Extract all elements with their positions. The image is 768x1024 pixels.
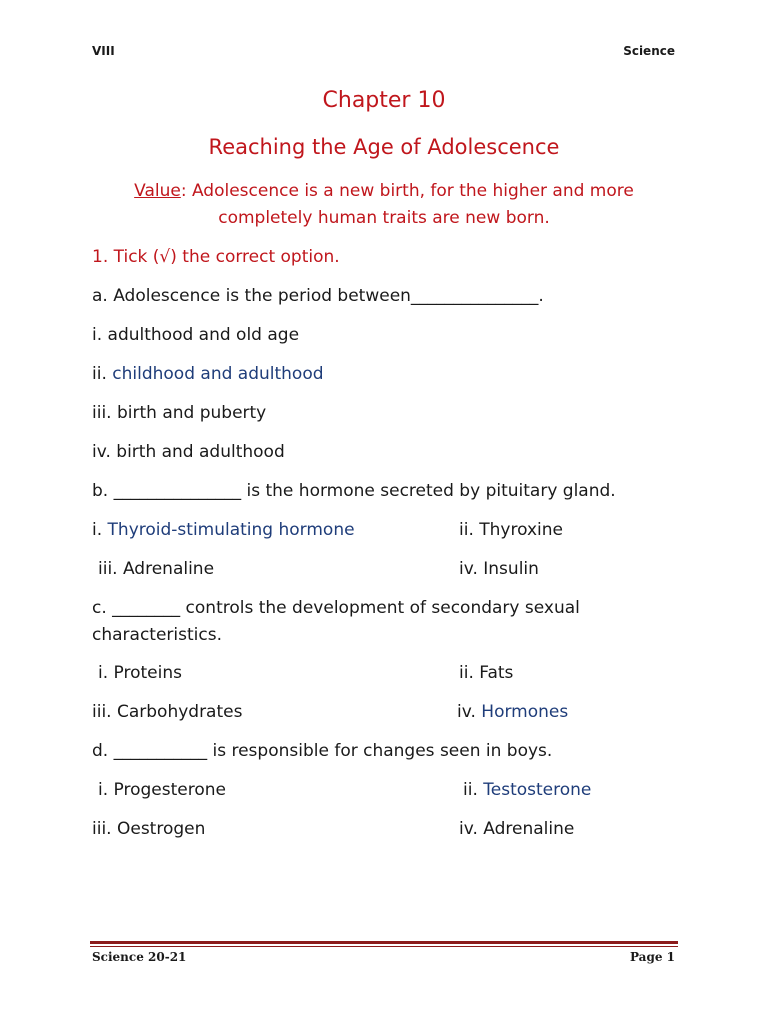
question-b-option-1: [92, 520, 355, 540]
question-b-option-4: iv. Insulin: [459, 559, 539, 579]
question-d-stem: d. ___________ is responsible for changes seen in boys.: [92, 741, 553, 761]
question-a-option-4: iv. birth and adulthood: [92, 442, 285, 462]
footer-session: Science 20-21: [92, 950, 187, 964]
question-d-option-4: iv. Adrenaline: [459, 819, 575, 839]
question-c-option-1: i. Proteins: [98, 663, 182, 683]
question-d-option-1: i. Progesterone: [98, 780, 226, 800]
question-c-stem-line1: c. ________ controls the development of secondary sexual: [92, 598, 580, 618]
value-label: Value: [134, 181, 181, 201]
question-c-option-4: [457, 702, 568, 722]
question-c-answer: Hormones: [481, 702, 569, 722]
chapter-title: Reaching the Age of Adolescence: [208, 135, 560, 159]
footer-page-number: Page 1: [629, 950, 675, 964]
question-c-option-3: iii. Carbohydrates: [92, 702, 243, 722]
question-d-option-3: iii. Oestrogen: [92, 819, 206, 839]
chapter-number: Chapter 10: [322, 88, 446, 113]
section-heading: 1. Tick (√) the correct option.: [92, 247, 340, 267]
question-a-option-3: iii. birth and puberty: [92, 403, 267, 423]
question-a-option-1: i. adulthood and old age: [92, 325, 300, 345]
question-b-stem: b. _______________ is the hormone secreted by pituitary gland.: [92, 481, 616, 501]
question-a-answer: childhood and adulthood: [112, 364, 324, 384]
question-a-stem: a. Adolescence is the period between_______________.: [92, 286, 544, 306]
question-c-stem-line2: characteristics.: [92, 625, 222, 645]
value-text-line2: completely human traits are new born.: [218, 208, 550, 228]
question-a-option-2: [92, 364, 324, 384]
value-statement: [90, 178, 678, 232]
question-c-option-2: ii. Fats: [459, 663, 514, 683]
value-text-line1: : Adolescence is a new birth, for the higher and more: [180, 181, 634, 201]
footer-rule: [90, 941, 678, 944]
header-class: VIII: [92, 44, 115, 58]
option-prefix: i.: [92, 520, 108, 540]
option-prefix: iv.: [457, 702, 482, 722]
question-b-option-2: ii. Thyroxine: [459, 520, 563, 540]
option-prefix: ii.: [92, 364, 113, 384]
question-d-answer: Testosterone: [483, 780, 592, 800]
question-b-answer: Thyroid-stimulating hormone: [107, 520, 355, 540]
question-b-option-3: iii. Adrenaline: [98, 559, 215, 579]
header-subject: Science: [623, 44, 675, 58]
question-d-option-2: [463, 780, 591, 800]
option-prefix: ii.: [463, 780, 484, 800]
footer-rule-thin: [90, 946, 678, 947]
